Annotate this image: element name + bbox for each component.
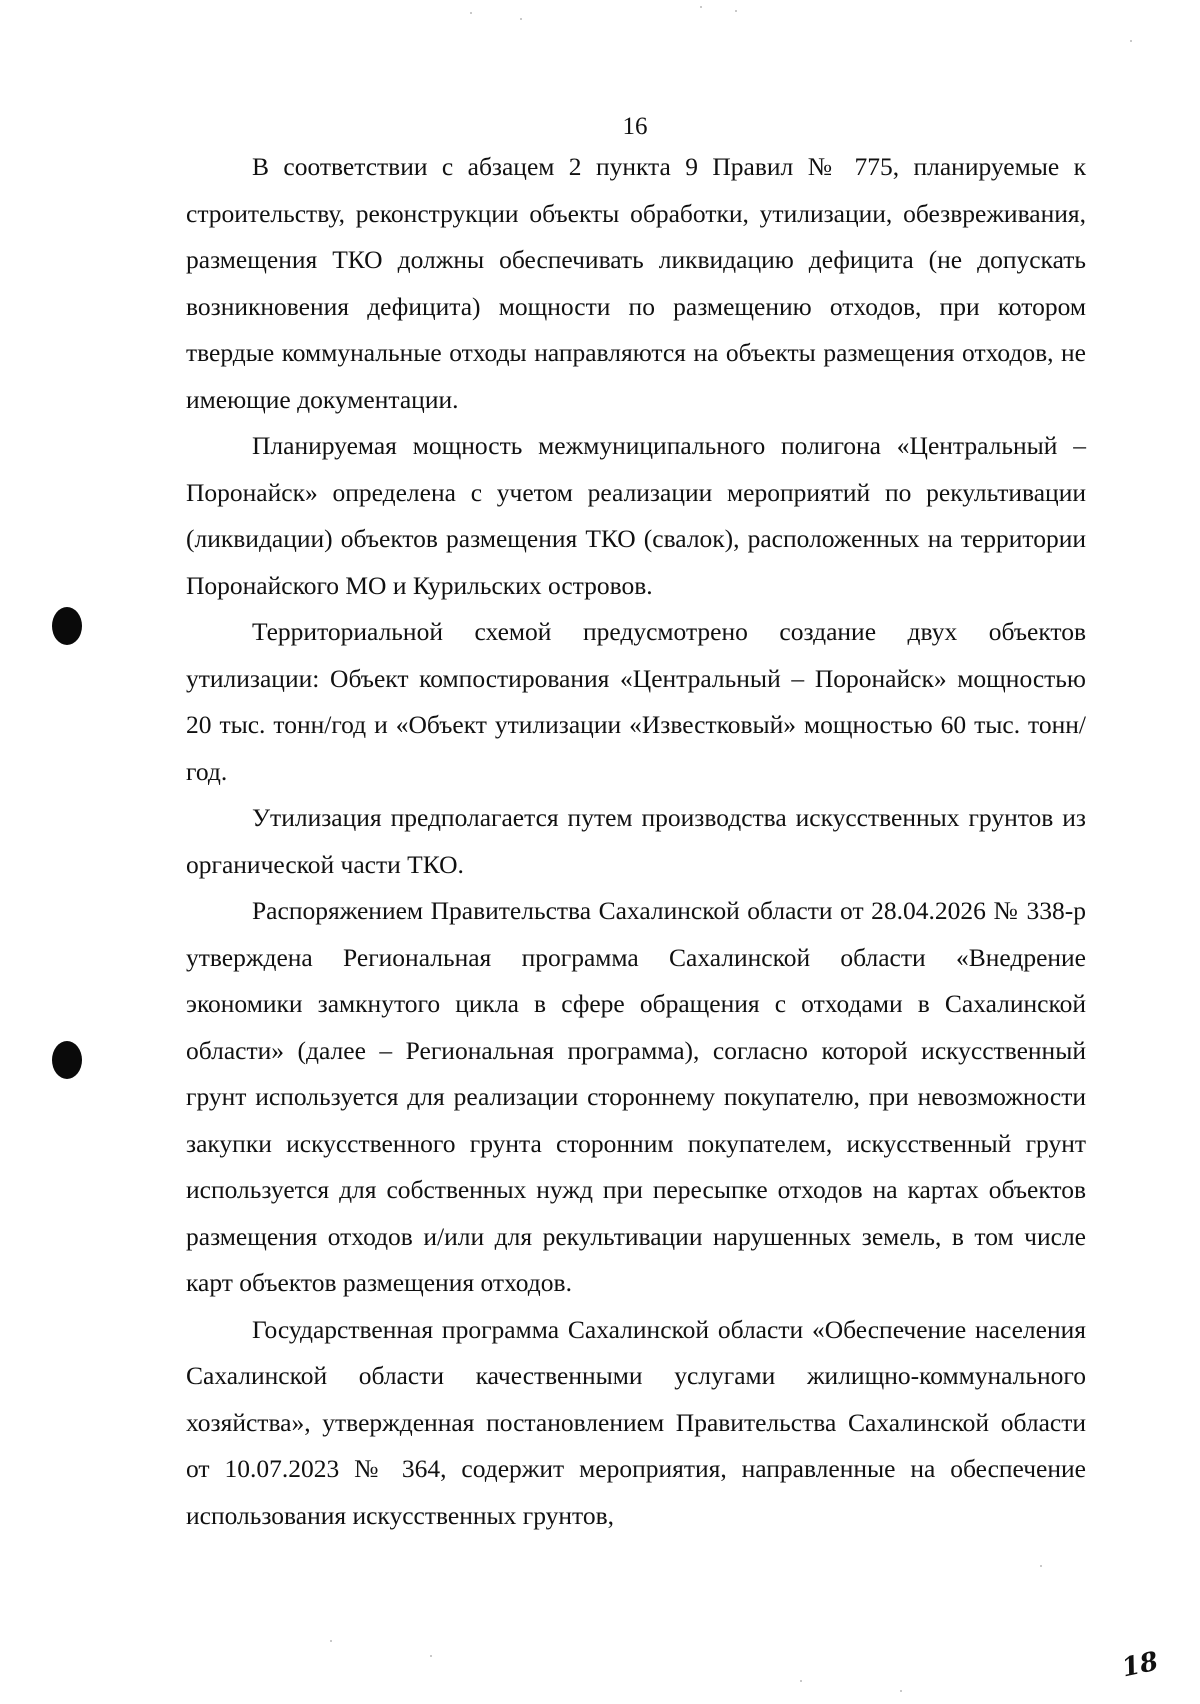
scan-speck xyxy=(430,1655,432,1657)
scan-speck xyxy=(330,1640,332,1642)
scan-speck xyxy=(800,1680,802,1682)
paragraph: Государственная программа Сахалинской области «Обеспечение населения Сахалинской области качественными услугами жилищно-коммунального хозяйства», утвержденная постановлением Правительства Сахалинской области от 10.07.2023 № 364, содержит мероприятия, направленные на обеспечение использования искусственных грунтов, xyxy=(186,1314,1086,1530)
scan-speck xyxy=(470,12,472,14)
scan-speck xyxy=(900,1690,902,1692)
document-body xyxy=(186,144,1086,1539)
handwritten-page-number: 18 xyxy=(1119,1646,1161,1684)
scan-speck xyxy=(1040,1565,1042,1567)
scan-speck xyxy=(735,10,737,12)
scan-speck xyxy=(1130,40,1132,42)
paragraph: Распоряжением Правительства Сахалинской области от 28.04.2026 № 338-р утверждена Региональная программа Сахалинской области «Внедрение экономики замкнутого цикла в сфере обращения с отходами в Сахалинской области» (далее – Региональная программа), согласно которой искусственный грунт используется для реализации стороннему покупателю, при невозможности закупки искусственного грунта сторонним покупателем, искусственный грунт используется для собственных нужд при пересыпке отходов на картах объектов размещения отходов и/или для рекультивации нарушенных земель, в том числе карт объектов размещения отходов. xyxy=(186,896,1086,1297)
paragraph: Территориальной схемой предусмотрено создание двух объектов утилизации: Объект компостирования «Центральный – Поронайск» мощностью 20 тыс. тонн/год и «Объект утилизации «Известковый» мощностью 60 тыс. тонн/год. xyxy=(186,617,1086,786)
scan-speck xyxy=(520,18,522,20)
binder-hole xyxy=(52,1041,82,1079)
page-number: 16 xyxy=(622,113,648,140)
scan-speck xyxy=(700,6,702,8)
paragraph: В соответствии с абзацем 2 пункта 9 Правил № 775, планируемые к строительству, реконструкции объекты обработки, утилизации, обезвреживания, размещения ТКО должны обеспечивать ликвидацию дефицита (не допускать возникновения дефицита) мощности по размещению отходов, при котором твердые коммунальные отходы направляются на объекты размещения отходов, не имеющие документации. xyxy=(186,152,1086,414)
paragraph: Утилизация предполагается путем производства искусственных грунтов из органической части ТКО. xyxy=(186,803,1086,879)
paragraph: Планируемая мощность межмуниципального полигона «Центральный – Поронайск» определена с учетом реализации мероприятий по рекультивации (ликвидации) объектов размещения ТКО (свалок), расположенных на территории Поронайского МО и Курильских островов. xyxy=(186,431,1086,600)
binder-hole xyxy=(52,607,82,645)
